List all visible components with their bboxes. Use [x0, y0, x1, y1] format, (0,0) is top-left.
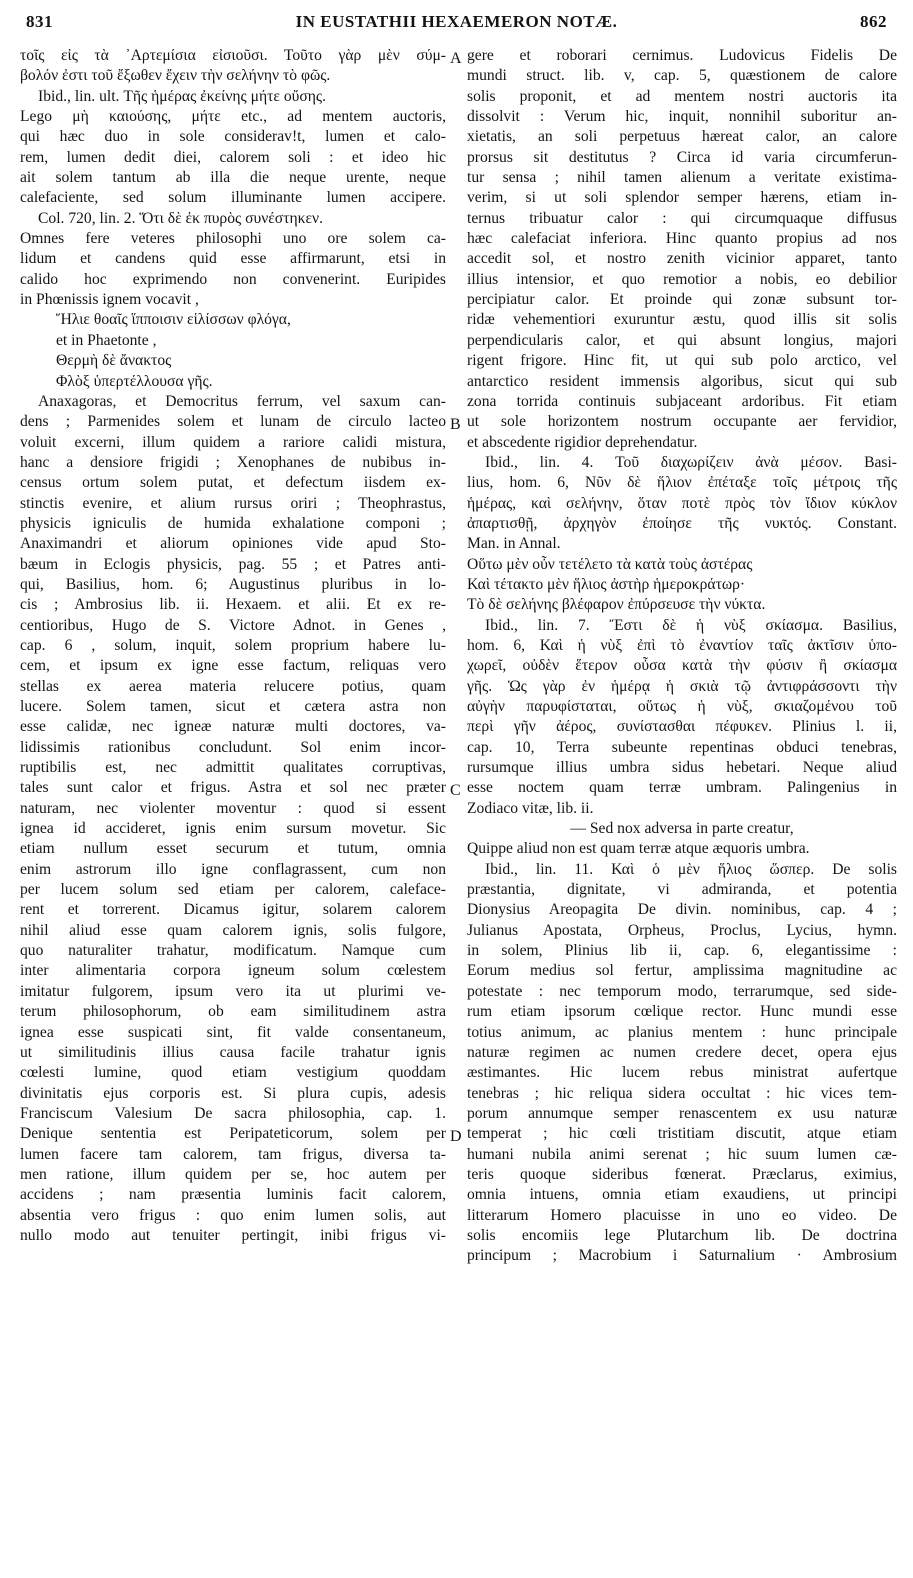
- text-line: Καὶ τέτακτο μὲν ἥλιος ἀστὴρ ἡμεροκράτωρ·: [467, 575, 746, 593]
- text-line: in solem, Plinius lib ii, cap. 6, elegantissime :: [467, 942, 897, 960]
- text-line: Τὸ δὲ σελήνης βλέφαρον ἐπύρσευσε τὴν νύκτα.: [467, 596, 766, 614]
- text-line: totius animum, ac planius mentem : hunc principale: [467, 1023, 897, 1041]
- text-line: divinitatis ejus corporis est. Si plura cupis, adesis: [20, 1084, 446, 1102]
- text-line: verim, si ut soli splendor semper hærens, etiam in-: [467, 189, 897, 207]
- text-line: cap. 10, Terra subeunte repentinas obduci tenebras,: [467, 738, 897, 756]
- text-line: γῆς. Ὡς γὰρ ἐν ἡμέρᾳ ἡ σκιὰ τῷ ἀντιφράσσοντι τὴν: [467, 677, 897, 695]
- text-line: ut similitudinis illius causa facile trahatur ignis: [20, 1043, 446, 1061]
- text-line: Eorum medius sol fertur, amplissima magnitudine ac: [467, 962, 897, 980]
- text-line: voluit excerni, illum quidem a rariore calidi mistura,: [20, 433, 446, 451]
- text-line: rursumque illius umbra sidus hebetari. Neque aliud: [467, 759, 897, 777]
- text-line: physicis igniculis de humida exhalatione componi ;: [20, 514, 446, 532]
- text-line: hanc a densiore frigidi ; Xenophanes de nubibus in-: [20, 453, 446, 471]
- text-line: — Sed nox adversa in parte creatur,: [570, 820, 794, 838]
- text-line: cem, et ipsum ex igne esse factum, reliquas vero: [20, 657, 446, 675]
- section-marker-a: A: [450, 50, 462, 67]
- text-line: rent et torrerent. Dicamus igitur, solarem calorem: [20, 901, 446, 919]
- text-line: Lego μὴ καιούσης, μήτε etc., ad mentem auctoris,: [20, 108, 446, 126]
- text-line: gere et roborari cernimus. Ludovicus Fidelis De: [467, 47, 897, 64]
- text-line: βολόν ἐστι τοῦ ἔξωθεν ἔχειν τὴν σελήνην τὸ φῶς.: [20, 67, 331, 85]
- text-line: stellas ex aerea materia relucere potius, quam: [20, 677, 446, 695]
- text-line: solis encomiis lege Plutarchum lib. De doctrina: [467, 1226, 897, 1244]
- text-line: teris quoque sideribus fœnerat. Præclarus, eximius,: [467, 1165, 897, 1183]
- text-line: Dionysius Areopagita De divin. nominibus, cap. 4 ;: [467, 901, 897, 919]
- text-line: ἡμέρας, καὶ σελήνην, ὅταν ποτὲ πρὸς τὸν ἴδιον κύκλον: [467, 494, 897, 512]
- text-line: et abscedente rigidior deprehendatur.: [467, 433, 698, 451]
- text-line: Man. in Annal.: [467, 535, 561, 553]
- text-line: perpendicularis calor, et qui absunt longius, majori: [467, 331, 897, 349]
- text-line: Ibid., lin. 7. Ἔστι δὲ ἡ νὺξ σκίασμα. Basilius,: [485, 616, 897, 634]
- text-line: centioribus, Hugo de S. Victore Adnot. in Genes ,: [20, 616, 446, 634]
- text-line: mundi struct. lib. v, cap. 5, quæstionem de calore: [467, 67, 897, 85]
- page-number-left: 831: [26, 12, 53, 31]
- text-line: cap. 6 , solum, inquit, solem proprium habere lu-: [20, 636, 446, 654]
- text-line: temperat ; hic cœli tristitiam discutit, atque etiam: [467, 1125, 897, 1143]
- text-line: qui hæc duo in sole considerav!t, lumen et calo-: [20, 128, 446, 146]
- text-line: calido hoc exprimendo non convenerint. Euripides: [20, 270, 446, 288]
- text-line: tales sunt calor et frigus. Astra et sol nec præter: [20, 779, 446, 797]
- text-line: percipiatur calor. Et proinde qui zonæ subsunt tor-: [467, 291, 897, 309]
- text-line: Ibid., lin. 4. Τοῦ διαχωρίζειν ἀνὰ μέσον. Basi-: [485, 453, 897, 471]
- text-line: Ἥλιε θοαῖς ἵπποισιν εἱλίσσων φλόγα,: [56, 311, 291, 329]
- section-marker-c: C: [450, 782, 461, 799]
- text-line: lucere. Solem tamen, sicut et cætera astra non: [20, 698, 446, 715]
- text-line: Ibid., lin. 11. Καὶ ὁ μὲν ἥλιος ὥσπερ. De solis: [485, 860, 897, 878]
- text-line: porum annumque semper renascentem ex usu naturæ: [467, 1104, 897, 1122]
- text-line: illius intensior, et quo remotior a nobis, eo debilior: [467, 270, 897, 288]
- text-line: per lucem solum sed etiam per calorem, caleface-: [20, 881, 446, 899]
- text-line: ἀπαρτισθῇ, ἀρχηγὸν ἐποίησε τῆς νυκτός. Constant.: [467, 514, 897, 532]
- text-line: rem, lumen dedit diei, calorem soli : et ideo hic: [20, 148, 446, 166]
- text-line: litterarum Homero placuisse in uno eo video. De: [467, 1206, 897, 1224]
- text-line: ignea esse suspicati sint, fit valde consentaneum,: [20, 1023, 446, 1041]
- section-marker-b: B: [450, 416, 461, 433]
- text-line: ridæ vehementiori exuruntur æstu, quod illis sit solis: [467, 311, 897, 329]
- text-line: quo naturaliter trahatur, modificatum. Namque cum: [20, 942, 446, 960]
- text-line: Quippe aliud non est quam terræ atque æquoris umbra.: [467, 840, 810, 858]
- text-line: qui, Basilius, hom. 6; Augustinus pluribus in lo-: [20, 575, 446, 593]
- text-line: census ortum solem putat, et defectum iisdem ex-: [20, 474, 446, 492]
- text-line: rum etiam ipsorum cœlique rector. Hunc mundi esse: [467, 1003, 897, 1021]
- text-line: esse calidæ, nec igneæ naturæ multi doctores, va-: [20, 718, 446, 736]
- text-line: dens ; Parmenides solem et lunam de circulo lacteo: [20, 413, 446, 431]
- text-line: men ratione, illum quidem per se, hoc autem per: [20, 1165, 446, 1183]
- running-title: IN EUSTATHII HEXAEMERON NOTÆ.: [295, 12, 618, 31]
- text-line: etiam nullum esset securum et tutum, omnia: [20, 840, 446, 858]
- text-line: Zodiaco vitæ, lib. ii.: [467, 799, 594, 817]
- text-line: cœlesti lumine, quod etiam vestigium quoddam: [20, 1064, 446, 1082]
- text-line: περὶ γῆν ἀέρος, συνίστασθαι πέφυκεν. Plinius l. ii,: [467, 718, 897, 736]
- text-line: Denique sententia est Peripateticorum, solem per: [20, 1125, 446, 1143]
- right-column: [467, 46, 897, 1267]
- text-line: zona torrida continuis subjaceant ardoribus. Fit etiam: [467, 392, 897, 410]
- text-line: dissolvit : Verum hic, inquit, nonnihil suboritur an-: [467, 108, 897, 126]
- text-line: nullo modo aut tenuiter pertingit, inibi frigus vi-: [20, 1226, 446, 1244]
- text-line: accedit sol, et nostro zenith vicinior apparet, tanto: [467, 250, 897, 268]
- text-line: Οὕτω μὲν οὖν τετέλετο τὰ κατὰ τοὺς ἀστέρας: [467, 555, 753, 573]
- text-line: Col. 720, lin. 2. Ὅτι δὲ ἐκ πυρὸς συνέστηκεν.: [38, 209, 323, 227]
- text-line: Ibid., lin. ult. Τῆς ἡμέρας ἐκείνης μήτε οὔσης.: [38, 87, 326, 105]
- text-line: rigent frigore. Hinc fit, ut qui sub polo arctico, vel: [467, 352, 897, 370]
- text-line: bæum in Eclogis physicis, pag. 55 ; et Patres anti-: [20, 555, 446, 573]
- text-line: solis proponit, et ad mentem nostri auctoris ita: [467, 87, 897, 105]
- text-line: principum ; Macrobium i Saturnalium · Ambrosium: [467, 1247, 897, 1265]
- text-line: lidum et candens quid esse affirmarunt, etsi in: [20, 250, 446, 268]
- text-line: tur sensa ; nihil tamen alienum a veritate existima-: [467, 169, 897, 187]
- text-line: terum philosophorum, ob eam similitudinem astra: [20, 1003, 446, 1021]
- text-line: χωρεῖ, οὐδὲν ἕτερον οὖσα κατὰ τὴν φύσιν ἢ σκίασμα: [467, 657, 897, 675]
- text-line: antarctico resident immensis algoribus, sicut qui sub: [467, 372, 897, 390]
- text-line: ignea id accideret, ignis enim sursum movetur. Sic: [20, 820, 446, 838]
- text-line: præstantia, dignitate, vi admiranda, et potentia: [467, 881, 897, 899]
- text-line: Omnes fere veteres philosophi uno ore solem ca-: [20, 230, 446, 248]
- running-header: [26, 12, 887, 38]
- text-line: Julianus Apostata, Orpheus, Proclus, Lycius, hymn.: [467, 921, 897, 939]
- text-line: Θερμὴ δὲ ἄνακτος: [56, 352, 172, 370]
- text-line: Franciscum Valesium De sacra philosophia, cap. 1.: [20, 1104, 446, 1122]
- text-line: lidissimis rationibus concludunt. Sol enim incor-: [20, 738, 446, 756]
- text-line: ternus tribuatur calor : qui circumquaque diffusus: [467, 209, 897, 227]
- text-line: omnia intuens, omnia etiam exaudiens, ut principi: [467, 1186, 897, 1204]
- text-line: naturæ regimen ac numen credere decet, opera ejus: [467, 1043, 897, 1061]
- text-line: hom. 6, Καὶ ἡ νὺξ ἐπὶ τὸ ἐναντίον ταῖς ἀκτῖσιν ὑπο-: [467, 636, 897, 654]
- text-line: in Phœnissis ignem vocavit ,: [20, 291, 199, 309]
- text-line: nihil aliud esse quam calorem ignis, solis fulgore,: [20, 921, 446, 939]
- text-line: Anaxagoras, et Democritus ferrum, vel saxum can-: [38, 392, 446, 410]
- text-line: ruptibilis est, nec admittit qualitates corruptivas,: [20, 759, 446, 777]
- text-line: tenebras ; hic reliqua sidera occultat : hic vices tem-: [467, 1084, 897, 1102]
- text-line: αὐγὴν παρυφίσταται, οὕτως ἡ νὺξ, σκιαζομένου τοῦ: [467, 698, 897, 715]
- text-line: hæc calefaciat inferiora. Hinc quanto propius ad nos: [467, 230, 897, 248]
- text-line: naturam, nec violenter moventur : quod si essent: [20, 799, 446, 817]
- section-marker-d: D: [450, 1128, 462, 1145]
- text-line: lumen facere tam calorem, tam frigus, diversa ta-: [20, 1145, 446, 1163]
- text-line: æstimantes. Hic lucem rebus ministrat aufertque: [467, 1064, 897, 1082]
- text-line: imitatur fulgorem, ipsum vero ita ut plurimi ve-: [20, 982, 446, 1000]
- text-line: et in Phaetonte ,: [56, 331, 157, 349]
- text-line: Φλὸξ ὑπερτέλλουσα γῆς.: [56, 372, 213, 390]
- text-line: τοῖς εἰς τὰ ᾿Αρτεμίσια εἰσιοῦσι. Τοῦτο γὰρ μὲν σύμ-: [20, 47, 446, 64]
- text-line: ut sole horizontem nostrum occupante aer fervidior,: [467, 413, 897, 431]
- left-column: [20, 46, 446, 1246]
- text-line: xietatis, an soli perpetuus hæreat calor, an calore: [467, 128, 897, 146]
- text-line: inter alimentaria corpora igneum solum cœlestem: [20, 962, 446, 980]
- text-line: calefaciente, sed solum illuminante lumen accipere.: [20, 189, 446, 207]
- text-line: Anaximandri et aliorum opiniones vide apud Sto-: [20, 535, 446, 553]
- text-line: ait solem tantum ab illa die neque urente, neque: [20, 169, 446, 187]
- text-line: potestate : nec temporum modo, terrarumque, sed side-: [467, 982, 897, 1000]
- text-line: absentia vero frigus : quo enim lumen solis, aut: [20, 1206, 446, 1224]
- text-line: esse noctem quam terræ umbram. Palingenius in: [467, 779, 897, 797]
- page-number-right: 862: [860, 12, 887, 31]
- text-line: stinctis evenire, et alium rursus oriri ; Theophrastus,: [20, 494, 446, 512]
- text-line: lius, hom. 6, Νῦν δὲ ἥλιον ἐπέταξε τοῖς μέτροις τῆς: [467, 474, 897, 492]
- text-line: humani nubila animi serenat ; hic suum lumen cæ-: [467, 1145, 897, 1163]
- text-line: accidens ; nam præsentia luminis facit calorem,: [20, 1186, 446, 1204]
- text-line: cis ; Ambrosius lib. ii. Hexaem. et alii. Et ex re-: [20, 596, 446, 614]
- text-line: enim astrorum illo igne conflagrassent, cum non: [20, 860, 446, 878]
- text-line: prorsus sit destitutus ? Circa id varia circumferun-: [467, 148, 897, 166]
